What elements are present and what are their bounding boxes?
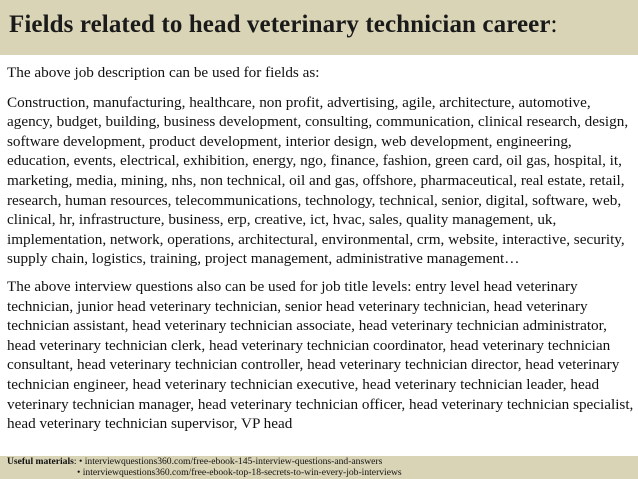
fields-paragraph: Construction, manufacturing, healthcare, non profit, advertising, agile, architecture, automotive, agency, budget, building, business development, consulting, communication, clinical research, design, software development, product development, interior design, web development, engineering, education, events, electrical, exhibition, energy, ngo, finance, fashion, green card, oil gas, hospital, it, marketing, media, mining, nhs, non technical, oil and gas, offshore, pharmaceutical, real estate, retail, research, human resources, telecommunications, technology, technical, senior, digital, software, web, clinical, hr, infrastructure, business, erp, creative, ict, hvac, sales, quality management, uk, implementation, network, operations, architectural, environmental, crm, website, interactive, security, supply chain, logistics, training, project management, administrative management… <box>7 93 629 268</box>
title-colon: : <box>550 11 558 38</box>
content-body <box>7 63 635 442</box>
footer-link-2[interactable]: • interviewquestions360.com/free-ebook-top-18-secrets-to-win-every-job-interviews <box>77 466 402 478</box>
page-title: Fields related to head veterinary technician career <box>9 11 551 38</box>
footer-row-2 <box>7 468 638 479</box>
footer-label: Useful materials <box>7 456 74 467</box>
intro-text: The above job description can be used for fields as: <box>7 64 320 81</box>
footer-separator: : <box>73 456 79 467</box>
footer-link-1[interactable]: • interviewquestions360.com/free-ebook-145-interview-questions-and-answers <box>78 456 383 467</box>
title-bar <box>0 0 638 55</box>
levels-paragraph: The above interview questions also can be used for job title levels: entry level head veterinary technician, junior head veterinary technician, senior head veterinary technician, head veterinary technician assistant, head veterinary technician associate, head veterinary technician administrator, head veterinary technician clerk, head veterinary technician coordinator, head veterinary technician consultant, head veterinary technician controller, head veterinary technician director, head veterinary technician engineer, head veterinary technician executive, head veterinary technician leader, head veterinary technician manager, head veterinary technician officer, head veterinary technician specialist, head veterinary technician supervisor, VP head <box>7 277 634 433</box>
footer-bar <box>0 456 638 479</box>
